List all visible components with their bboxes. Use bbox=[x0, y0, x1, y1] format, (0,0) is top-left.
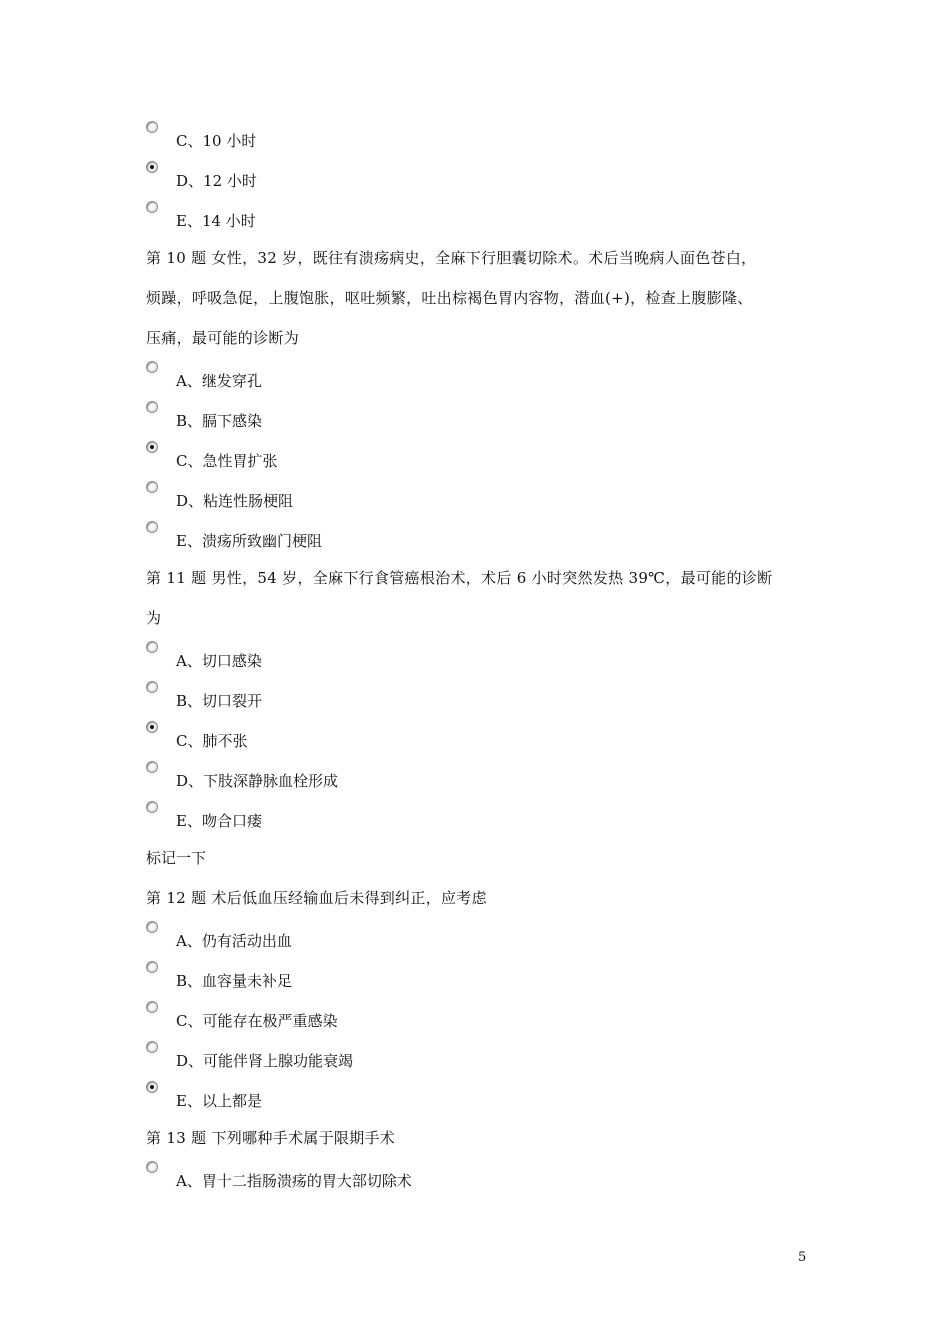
answer-option[interactable] bbox=[146, 1078, 826, 1118]
option-label: E、吻合口瘘 bbox=[176, 812, 262, 830]
radio-unchecked-icon[interactable] bbox=[146, 1001, 158, 1013]
option-label: D、下肢深静脉血栓形成 bbox=[176, 772, 339, 790]
radio-unchecked-icon[interactable] bbox=[146, 201, 158, 213]
option-label: D、12 小时 bbox=[176, 172, 257, 190]
question-text bbox=[146, 1118, 826, 1158]
question-line: 第 10 题 女性，32 岁，既往有溃疡病史，全麻下行胆囊切除术。术后当晚病人面色苍白， bbox=[146, 249, 757, 267]
radio-checked-icon[interactable] bbox=[146, 441, 158, 453]
option-label: E、14 小时 bbox=[176, 212, 256, 230]
answer-option[interactable] bbox=[146, 158, 826, 198]
option-label: A、仍有活动出血 bbox=[176, 932, 292, 950]
option-label: A、切口感染 bbox=[176, 652, 262, 670]
radio-checked-icon[interactable] bbox=[146, 1081, 158, 1093]
radio-unchecked-icon[interactable] bbox=[146, 921, 158, 933]
radio-unchecked-icon[interactable] bbox=[146, 361, 158, 373]
answer-option[interactable] bbox=[146, 918, 826, 958]
question-text bbox=[146, 558, 826, 638]
answer-option[interactable] bbox=[146, 518, 826, 558]
option-label: D、可能伴肾上腺功能衰竭 bbox=[176, 1052, 354, 1070]
question-line: 第 13 题 下列哪种手术属于限期手术 bbox=[146, 1129, 396, 1147]
option-label: C、急性胃扩张 bbox=[176, 452, 278, 470]
question-text bbox=[146, 238, 826, 358]
option-label: B、切口裂开 bbox=[176, 692, 263, 710]
answer-option[interactable] bbox=[146, 118, 826, 158]
answer-option[interactable] bbox=[146, 678, 826, 718]
radio-unchecked-icon[interactable] bbox=[146, 1041, 158, 1053]
answer-option[interactable] bbox=[146, 358, 826, 398]
radio-unchecked-icon[interactable] bbox=[146, 961, 158, 973]
radio-unchecked-icon[interactable] bbox=[146, 401, 158, 413]
answer-option[interactable] bbox=[146, 398, 826, 438]
option-label: A、胃十二指肠溃疡的胃大部切除术 bbox=[176, 1172, 412, 1190]
answer-option[interactable] bbox=[146, 958, 826, 998]
answer-option[interactable] bbox=[146, 478, 826, 518]
question-line: 烦躁，呼吸急促，上腹饱胀，呕吐频繁，吐出棕褐色胃内容物，潜血(+)，检查上腹膨隆、 bbox=[146, 289, 753, 307]
quiz-content bbox=[146, 118, 826, 1198]
answer-option[interactable] bbox=[146, 798, 826, 838]
option-label: B、血容量未补足 bbox=[176, 972, 293, 990]
answer-option[interactable] bbox=[146, 438, 826, 478]
radio-unchecked-icon[interactable] bbox=[146, 481, 158, 493]
mark-link[interactable]: 标记一下 bbox=[146, 849, 207, 867]
answer-option[interactable] bbox=[146, 638, 826, 678]
page-number: 5 bbox=[798, 1250, 807, 1265]
option-label: D、粘连性肠梗阻 bbox=[176, 492, 294, 510]
radio-unchecked-icon[interactable] bbox=[146, 761, 158, 773]
option-label: E、以上都是 bbox=[176, 1092, 262, 1110]
question-line: 为 bbox=[146, 609, 162, 627]
option-label: B、膈下感染 bbox=[176, 412, 263, 430]
option-label: C、可能存在极严重感染 bbox=[176, 1012, 338, 1030]
question-line: 第 12 题 术后低血压经输血后未得到纠正，应考虑 bbox=[146, 889, 487, 907]
radio-unchecked-icon[interactable] bbox=[146, 681, 158, 693]
question-line: 压痛，最可能的诊断为 bbox=[146, 329, 300, 347]
answer-option[interactable] bbox=[146, 718, 826, 758]
radio-unchecked-icon[interactable] bbox=[146, 521, 158, 533]
radio-checked-icon[interactable] bbox=[146, 161, 158, 173]
option-label: A、继发穿孔 bbox=[176, 372, 262, 390]
option-label: C、肺不张 bbox=[176, 732, 248, 750]
radio-unchecked-icon[interactable] bbox=[146, 1161, 158, 1173]
answer-option[interactable] bbox=[146, 198, 826, 238]
answer-option[interactable] bbox=[146, 1038, 826, 1078]
radio-unchecked-icon[interactable] bbox=[146, 641, 158, 653]
radio-checked-icon[interactable] bbox=[146, 721, 158, 733]
answer-option[interactable] bbox=[146, 758, 826, 798]
question-line: 第 11 题 男性，54 岁，全麻下行食管癌根治术，术后 6 小时突然发热 39℃，最可能的诊断 bbox=[146, 569, 773, 587]
answer-option[interactable] bbox=[146, 998, 826, 1038]
answer-option[interactable] bbox=[146, 1158, 826, 1198]
radio-unchecked-icon[interactable] bbox=[146, 121, 158, 133]
radio-unchecked-icon[interactable] bbox=[146, 801, 158, 813]
question-text bbox=[146, 878, 826, 918]
option-label: C、10 小时 bbox=[176, 132, 257, 150]
option-label: E、溃疡所致幽门梗阻 bbox=[176, 532, 322, 550]
